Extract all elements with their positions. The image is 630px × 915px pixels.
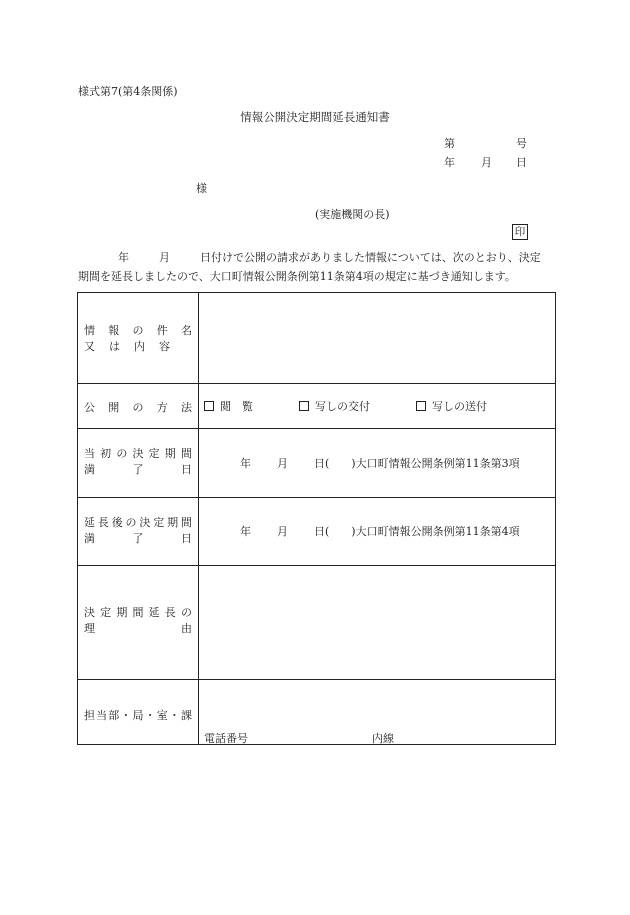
row-divider: [78, 497, 555, 498]
recipient-suffix: 様: [196, 182, 207, 195]
phone-label: 電話番号: [204, 732, 248, 745]
method-options: [204, 400, 487, 414]
intro-line-2: 期間を延長しましたので、大口町情報公開条例第11条第4項の規定に基づき通知します。: [78, 270, 516, 283]
label-subject-line1: 情 報 の 件 名: [84, 324, 192, 337]
row-divider: [78, 383, 555, 384]
doc-number-prefix: 第: [444, 137, 455, 150]
notice-table: [77, 292, 556, 745]
option-copy-delivery[interactable]: 写しの交付: [299, 400, 416, 414]
label-department: [84, 708, 192, 724]
date-year: 年: [444, 156, 455, 169]
extended-clause: 大口町情報公開条例第11条第4項: [355, 525, 520, 538]
form-number: 様式第7(第4条関係): [78, 85, 178, 98]
date-day: 日: [516, 156, 527, 169]
checkbox-icon[interactable]: [416, 401, 426, 411]
date-month: 月: [481, 156, 492, 169]
label-method-line: 公 開 の 方 法: [84, 401, 192, 414]
label-extension-reason-line1: 決 定 期 間 延 長 の: [84, 606, 192, 619]
checkbox-icon[interactable]: [204, 401, 214, 411]
option-inspection[interactable]: 閲 覧: [204, 400, 299, 414]
label-subject-line2: 又 は 内 容: [84, 340, 170, 353]
original-deadline-value: 年 月 日( )大口町情報公開条例第11条第3項: [240, 457, 520, 470]
extension-label: 内線: [372, 732, 394, 745]
label-extended-deadline-line1: 延 長 後 の 決 定 期 間: [84, 516, 192, 529]
intro-line1-rest: 日付けで公開の請求がありました情報については、次のとおり、決定: [200, 251, 541, 264]
intro-month: 月: [159, 251, 170, 264]
label-method: [84, 400, 192, 416]
document-title: 情報公開決定期間延長通知書: [240, 110, 390, 124]
label-original-deadline-line1: 当 初 の 決 定 期 間: [84, 447, 192, 460]
checkbox-icon[interactable]: [299, 401, 309, 411]
intro-line-1: [78, 251, 541, 265]
label-original-deadline: [84, 446, 192, 478]
row-divider: [78, 565, 555, 566]
label-original-deadline-line2: 満 了 日: [84, 463, 192, 476]
label-extension-reason: [84, 605, 192, 637]
column-divider: [198, 293, 199, 744]
label-extended-deadline: [84, 515, 192, 547]
label-subject: [84, 323, 192, 355]
extended-deadline-value: 年 月 日( )大口町情報公開条例第11条第4項: [240, 525, 520, 538]
row-divider: [78, 428, 555, 429]
row-divider: [78, 679, 555, 680]
original-clause: 大口町情報公開条例第11条第3項: [355, 457, 520, 470]
label-extended-deadline-line2: 満 了 日: [84, 532, 192, 545]
label-extension-reason-line2: 理 由: [84, 622, 192, 635]
intro-year: 年: [118, 251, 129, 264]
seal-mark: 印: [512, 224, 528, 240]
sender-title: (実施機関の長): [315, 208, 390, 221]
option-copy-mailing[interactable]: 写しの送付: [416, 400, 487, 414]
label-department-line: 担 当 部 ・ 局 ・ 室 ・ 課: [84, 709, 192, 722]
doc-number-suffix: 号: [516, 137, 527, 150]
